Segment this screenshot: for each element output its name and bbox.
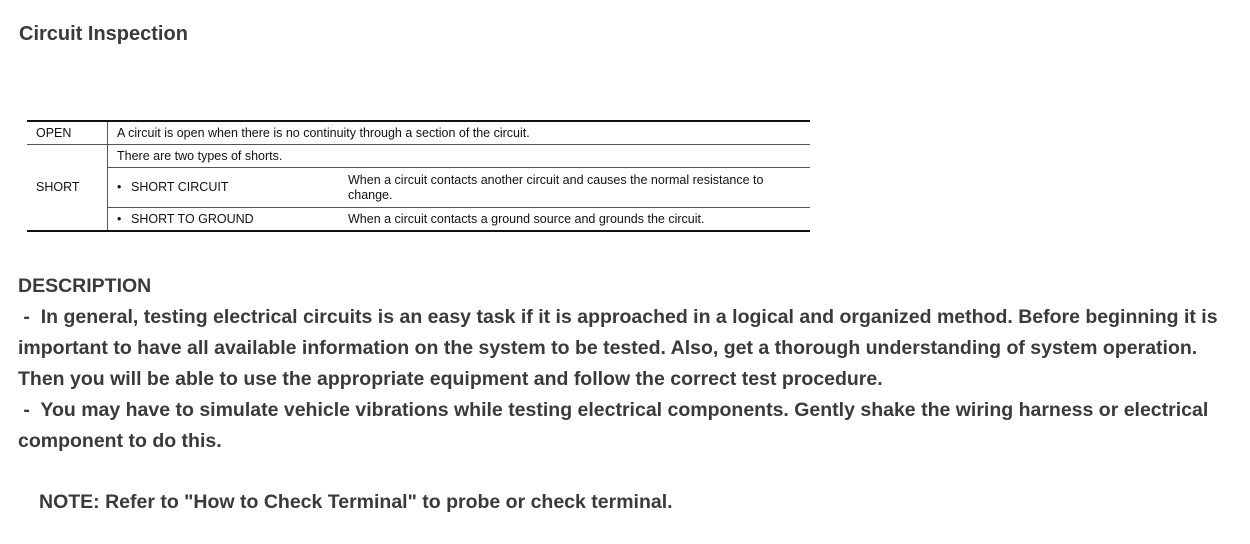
term-open: OPEN xyxy=(27,121,108,145)
table-row-short-to-ground xyxy=(27,208,810,232)
description-paragraph: - In general, testing electrical circuits is an easy task if it is approached in a logical and organized method. Before beginning it is important to have all available information on the system to be tested. Also, get a thorough understanding of system operation. Then you will be able to use the appropriate equipment and follow the correct test procedure. xyxy=(18,306,1223,390)
short-to-ground-definition: When a circuit contacts a ground source and grounds the circuit. xyxy=(348,211,705,226)
table-row-open xyxy=(27,121,810,145)
short-circuit-definition: When a circuit contacts another circuit and causes the normal resistance to change. xyxy=(339,168,810,208)
short-to-ground-label: SHORT TO GROUND xyxy=(131,211,254,226)
description-section xyxy=(18,271,1233,457)
short-type-name xyxy=(108,208,340,232)
bullet: • xyxy=(117,180,122,194)
definition-open: A circuit is open when there is no continuity through a section of the circuit. xyxy=(108,121,811,145)
description-paragraph: - You may have to simulate vehicle vibrations while testing electrical components. Gently shake the wiring harness or electrical component to do this. xyxy=(18,399,1214,452)
table-row-short-circuit xyxy=(27,168,810,208)
bullet: • xyxy=(117,211,122,226)
note-text: NOTE: Refer to "How to Check Terminal" to probe or check terminal. xyxy=(39,491,673,513)
circuit-definitions-table xyxy=(27,120,810,232)
short-circuit-label: SHORT CIRCUIT xyxy=(131,180,229,194)
page-title: Circuit Inspection xyxy=(19,23,188,45)
description-heading: DESCRIPTION xyxy=(18,275,152,297)
short-intro: There are two types of shorts. xyxy=(108,145,811,168)
short-type-name xyxy=(108,168,340,208)
table-row-short-intro xyxy=(27,145,810,168)
term-short: SHORT xyxy=(27,145,108,232)
